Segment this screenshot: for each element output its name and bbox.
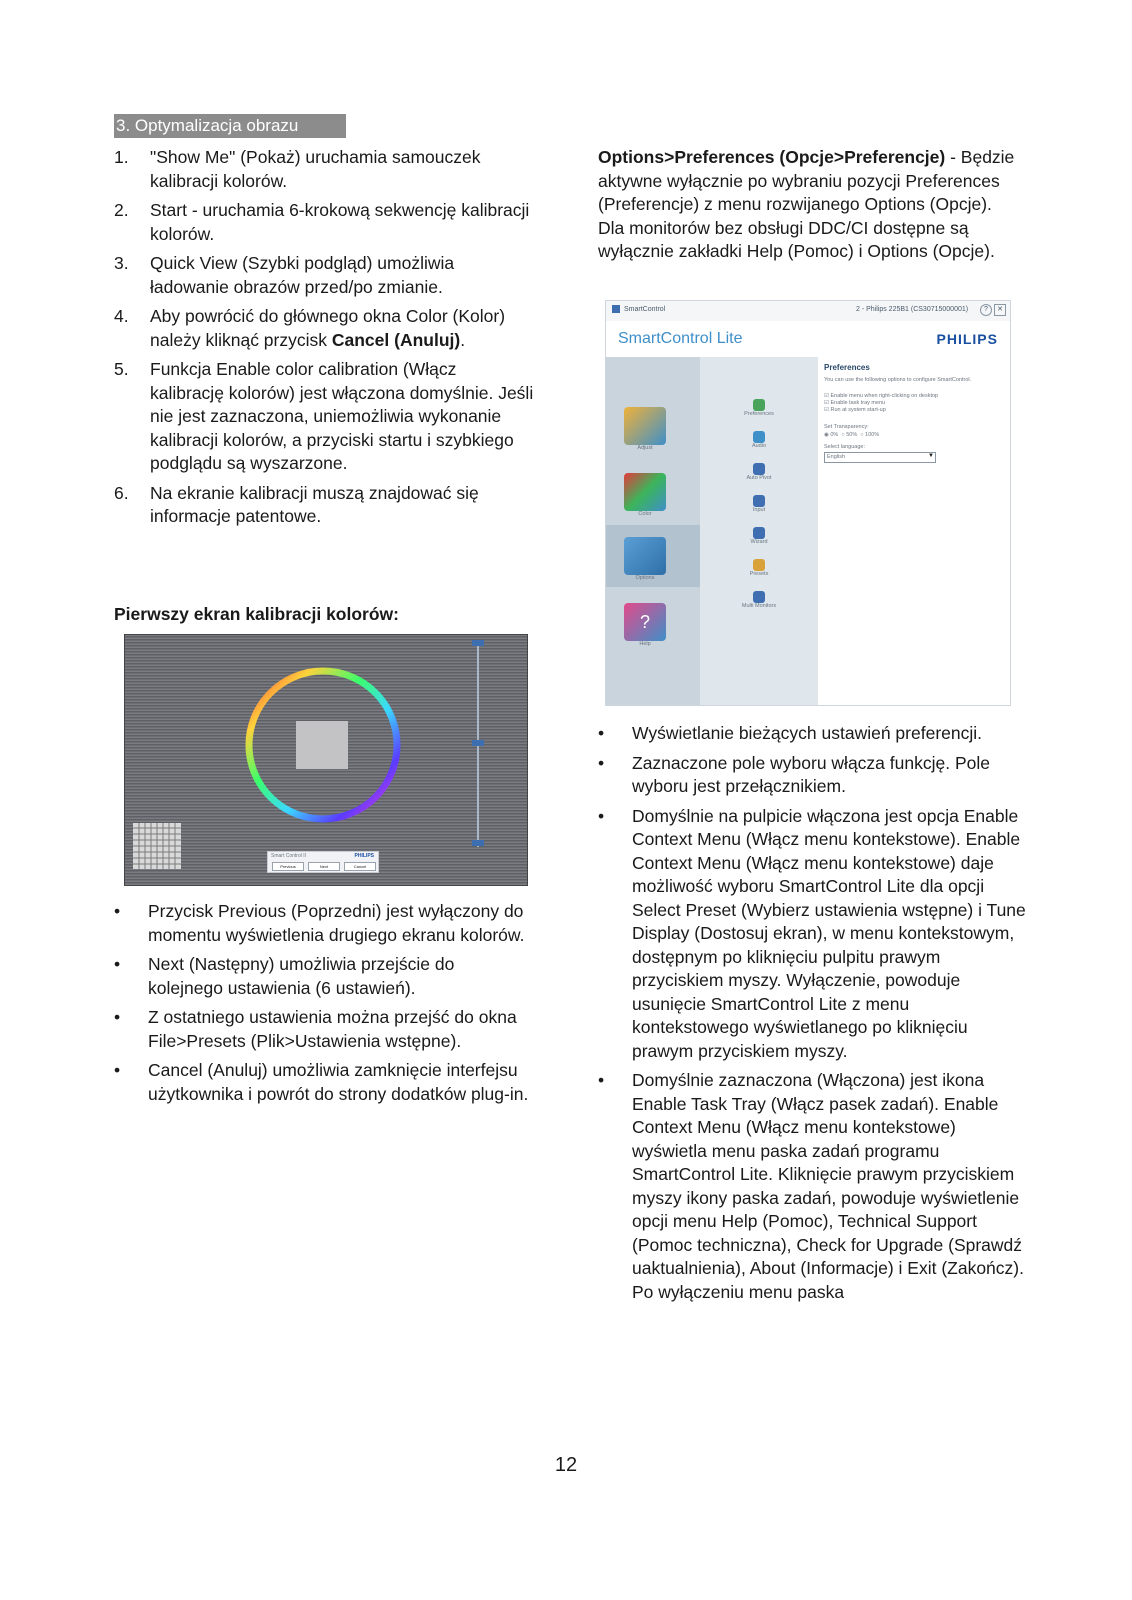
radio-50-label: 50% — [846, 432, 858, 438]
bullet-icon: • — [598, 752, 605, 773]
section-header: 3. Optymalizacja obrazu — [114, 114, 346, 138]
radio-0-label: 0% — [830, 432, 839, 438]
bullet-icon: • — [114, 954, 121, 974]
list-number: 6. — [114, 482, 129, 503]
submenu-label: Multi Monitors — [741, 603, 777, 609]
list-text-bold: Cancel (Anuluj) — [331, 329, 461, 350]
preferences-panel — [818, 357, 1010, 705]
submenu-item-preferences[interactable] — [700, 399, 818, 418]
list-number: 4. — [114, 306, 129, 326]
list-text-part: Start - uruchamia 6-krokową sekwencję kalibracji kolorów. — [150, 200, 530, 244]
page-number: 12 — [554, 1454, 578, 1476]
submenu-item-presets[interactable] — [700, 559, 818, 578]
bullet-icon: • — [598, 1070, 605, 1090]
chevron-down-icon: ▼ — [928, 453, 934, 459]
submenu-label: Auto Pivot — [746, 475, 772, 481]
submenu-item-wizard[interactable] — [700, 527, 818, 546]
submenu-label: Presets — [749, 571, 769, 577]
sidebar-item-help[interactable] — [624, 603, 666, 648]
list-text-part: Funkcja Enable color calibration (Włącz kalibrację kolorów) jest włączona domyślnie. Jeśli nie jest zaznaczona, uniemożliwia wykonanie kalibracji kolorów, a przyciski startu i szybkiego podglądu są wyszarzone. — [150, 359, 534, 473]
list-number: 3. — [114, 253, 129, 273]
slider-bottom-handle[interactable] — [472, 840, 484, 846]
sidebar-item-options[interactable] — [624, 537, 666, 582]
bullet-icon: • — [114, 1060, 121, 1080]
checkbox-checked-icon[interactable]: ☑ — [824, 393, 831, 399]
color-wheel-graphic — [125, 635, 527, 885]
presets-icon — [753, 559, 765, 571]
bullet-item — [598, 752, 1028, 799]
list-number: 2. — [114, 200, 129, 220]
wizard-icon — [753, 527, 765, 539]
preferences-description: You can use the following options to configure SmartControl. — [824, 377, 972, 383]
bullet-icon: • — [598, 805, 605, 826]
list-text — [150, 305, 534, 352]
bullet-text: Domyślnie na pulpicie włączona jest opcja Enable Context Menu (Włącz menu kontekstowe). Enable Context Menu (Włącz menu kontekstowe) daje możliwość wyboru SmartControl Lite dla opcji Select Preset (Wybierz ustawienia wstępne) i Tune Display (Dostosuj ekran), w menu kontekstowym, dostępnym po kliknięciu pulpitu prawym przyciskiem myszy. Wyłączenie, powoduje usunięcie SmartControl Lite z menu kontekstowego wyświetlanego po kliknięciu prawym przyciskiem myszy. — [632, 805, 1026, 1061]
slider-top-handle[interactable] — [472, 640, 484, 646]
checkbox-label: Enable menu when right-clicking on desktop — [830, 393, 939, 399]
list-text — [150, 482, 534, 529]
titlebar-monitor: 2 - Philips 225B1 (CS30715000001) — [856, 306, 969, 313]
bullet-text: Z ostatniego ustawienia można przejść do okna File>Presets (Plik>Ustawienia wstępne). — [148, 1007, 517, 1051]
bullet-item — [114, 1006, 534, 1053]
window-titlebar — [606, 301, 1010, 322]
list-text — [150, 358, 534, 476]
sidebar-label-help: Help — [639, 641, 651, 647]
language-label: Select language: — [824, 444, 865, 450]
submenu-item-auto-pivot[interactable] — [700, 463, 818, 482]
sidebar-item-adjust[interactable] — [624, 407, 666, 452]
preferences-checkboxes — [824, 393, 1004, 414]
bullet-icon: • — [598, 723, 605, 743]
close-icon[interactable]: ✕ — [994, 304, 1006, 316]
numbered-list-item — [114, 482, 534, 529]
smartcontrol-screenshot — [605, 300, 1011, 706]
preference-checkbox-row[interactable] — [824, 407, 1004, 414]
bullet-text: Cancel (Anuluj) umożliwia zamknięcie interfejsu użytkownika i powrót do strony dodatków plug-in. — [148, 1060, 529, 1104]
radio-50-icon[interactable]: ○ — [841, 432, 845, 438]
cancel-button[interactable]: Cancel — [344, 862, 376, 871]
next-button[interactable]: Next — [308, 862, 340, 871]
bullet-text: Next (Następny) umożliwia przejście do kolejnego ustawienia (6 ustawień). — [148, 954, 455, 998]
submenu-item-audio[interactable] — [700, 431, 818, 450]
radio-100-label: 100% — [865, 432, 880, 438]
philips-logo: PHILIPS — [936, 331, 998, 347]
checkbox-label: Run at system start-up — [830, 407, 886, 413]
submenu-item-multi-monitors[interactable] — [700, 591, 818, 610]
language-select[interactable] — [824, 452, 936, 463]
sidebar — [606, 357, 700, 705]
bullet-item — [114, 953, 534, 1000]
radio-100-icon[interactable]: ○ — [860, 432, 864, 438]
sidebar-label-options: Options — [635, 575, 655, 581]
sidebar-label-adjust: Adjust — [637, 445, 653, 451]
calibration-heading: Pierwszy ekran kalibracji kolorów: — [114, 604, 399, 624]
preferences-intro — [598, 146, 1018, 264]
preferences-intro-text: - Będzie aktywne wyłącznie po wybraniu pozycji Preferences (Preferencje) z menu rozwijanego Options (Opcje). Dla monitorów bez obsługi DDC/CI dostępne są wyłącznie zakładki Help (Pomoc) i Options (Opcje). — [598, 147, 1015, 261]
submenu-label: Preferences — [744, 411, 774, 417]
numbered-list-item — [114, 146, 534, 193]
list-text — [150, 146, 534, 193]
checkbox-checked-icon[interactable]: ☑ — [824, 407, 831, 413]
previous-button[interactable]: Previous — [272, 862, 304, 871]
options-submenu — [700, 357, 818, 705]
auto-pivot-icon — [753, 463, 765, 475]
submenu-label: Wizard — [750, 539, 768, 545]
numbered-list-item — [114, 358, 534, 476]
list-number: 5. — [114, 359, 129, 379]
numbered-list-item — [114, 252, 534, 299]
preferences-title: Preferences — [824, 363, 870, 372]
bullet-text: Zaznaczone pole wyboru włącza funkcję. Pole wyboru jest przełącznikiem. — [632, 752, 990, 796]
bullet-item — [598, 805, 1028, 1064]
bullet-item — [598, 1069, 1028, 1304]
app-header — [606, 321, 1010, 357]
preferences-icon — [753, 399, 765, 411]
philips-logo-small: PHILIPS — [354, 853, 374, 859]
slider-mid-handle[interactable] — [472, 740, 484, 746]
preferences-intro-bold: Options>Preferences (Opcje>Preferencje) — [598, 147, 946, 167]
list-number: 1. — [114, 147, 129, 167]
submenu-item-input[interactable] — [700, 495, 818, 514]
preference-checkbox-row[interactable] — [824, 393, 1004, 400]
bullet-icon: • — [114, 1007, 121, 1027]
options-gear-icon — [624, 537, 666, 575]
numbered-list — [114, 146, 534, 535]
list-text — [150, 252, 534, 299]
help-question-icon: ? — [624, 603, 666, 641]
transparency-label: Set Transparency: — [824, 424, 869, 430]
language-value: English — [827, 454, 846, 460]
titlebar-app-name: SmartControl — [624, 306, 666, 313]
checkbox-checked-icon[interactable]: ☑ — [824, 400, 831, 406]
bullet-item — [114, 900, 534, 947]
input-icon — [753, 495, 765, 507]
list-text — [150, 199, 534, 246]
audio-icon — [753, 431, 765, 443]
adjust-icon — [624, 407, 666, 445]
app-title: SmartControl Lite — [618, 330, 743, 347]
gray-sample-square — [296, 721, 348, 769]
bullet-text: Przycisk Previous (Poprzedni) jest wyłączony do momentu wyświetlenia drugiego ekranu kolorów. — [148, 901, 525, 945]
color-icon — [624, 473, 666, 511]
right-bullet-list — [598, 722, 1028, 1310]
app-icon — [612, 305, 620, 313]
list-text-part: Quick View (Szybki podgląd) umożliwia ładowanie obrazów przed/po zmianie. — [150, 253, 455, 297]
bullet-text: Wyświetlanie bieżących ustawień preferencji. — [632, 723, 982, 743]
app-label: Smart Control II — [271, 853, 307, 859]
bullet-item — [114, 1059, 534, 1106]
left-bullet-list — [114, 900, 534, 1112]
radio-0-icon[interactable]: ◉ — [824, 432, 829, 438]
bullet-item — [598, 722, 1028, 746]
sidebar-item-color[interactable] — [624, 473, 666, 518]
submenu-label: Input — [752, 507, 766, 513]
multi-monitors-icon — [753, 591, 765, 603]
list-text-part: "Show Me" (Pokaż) uruchamia samouczek kalibracji kolorów. — [150, 147, 481, 191]
bullet-text: Domyślnie zaznaczona (Włączona) jest ikona Enable Task Tray (Włącz pasek zadań). Enable Context Menu (Włącz menu kontekstowe) wyświetla menu paska zadań programu SmartControl Lite. Kliknięcie prawym przyciskiem myszy ikony paska zadań, powoduje wyświetlenie opcji menu Help (Pomoc), Technical Support (Pomoc techniczna), Check for Upgrade (Sprawdź uaktualnienia), About (Informacje) i Exit (Zakończ). Po wyłączeniu menu paska — [632, 1070, 1024, 1302]
calibration-screenshot — [124, 634, 528, 886]
sidebar-label-color: Color — [638, 511, 652, 517]
transparency-options — [824, 432, 879, 439]
submenu-label: Audio — [751, 443, 767, 449]
list-text-part: . — [460, 329, 466, 350]
numbered-list-item — [114, 199, 534, 246]
bullet-icon: • — [114, 901, 121, 921]
list-text-part: Na ekranie kalibracji muszą znajdować się informacje patentowe. — [150, 482, 479, 526]
checkbox-label: Enable task tray menu — [830, 400, 886, 406]
numbered-list-item — [114, 305, 534, 352]
list-text-part: Aby powrócić do głównego okna Color (Kolor) należy kliknąć przycisk — [150, 306, 506, 350]
preference-checkbox-row[interactable] — [824, 400, 1004, 407]
calibration-control-bar — [267, 851, 379, 873]
help-icon[interactable]: ? — [980, 304, 992, 316]
